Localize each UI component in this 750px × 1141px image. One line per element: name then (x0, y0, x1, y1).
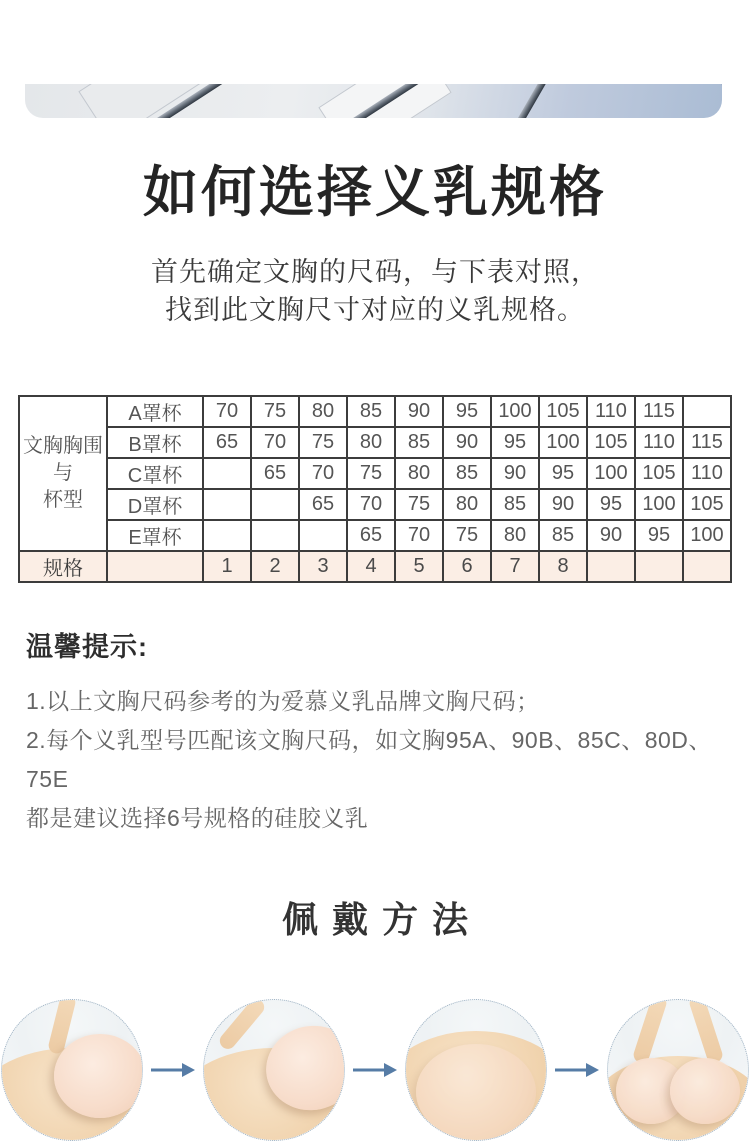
arrow-right-icon (353, 1062, 397, 1078)
cup-row-label: D罩杯 (107, 489, 203, 520)
size-cell: 90 (395, 396, 443, 427)
size-cell (683, 396, 731, 427)
wearing-steps-row (0, 999, 750, 1141)
page-subtitle (0, 253, 750, 329)
size-cell: 90 (443, 427, 491, 458)
size-cell: 80 (299, 396, 347, 427)
size-cell: 70 (203, 396, 251, 427)
spec-row-label: 规格 (19, 551, 107, 582)
bra-strap-shape (688, 999, 725, 1065)
table-row-cup-a (19, 396, 731, 427)
size-cell: 100 (587, 458, 635, 489)
spec-cell: 1 (203, 551, 251, 582)
arrow-right-icon (151, 1062, 195, 1078)
size-cell: 85 (491, 489, 539, 520)
size-cell (203, 458, 251, 489)
tip-item-2-line-1: 2.每个义乳型号匹配该文胸尺码，如文胸95A、90B、85C、80D、75E (26, 727, 712, 792)
cup-row-label: A罩杯 (107, 396, 203, 427)
size-cell: 85 (347, 396, 395, 427)
size-cell: 90 (491, 458, 539, 489)
prosthesis-pad-shape (416, 1044, 536, 1140)
size-cell: 105 (587, 427, 635, 458)
tip-item-2-line-2: 都是建议选择6号规格的硅胶义乳 (26, 805, 369, 831)
machinery-photo-cropped (25, 84, 722, 118)
size-cell: 80 (347, 427, 395, 458)
size-cell: 100 (491, 396, 539, 427)
page-title: 如何选择义乳规格 (142, 161, 607, 223)
tips-body (26, 682, 724, 838)
wear-step-4-photo (607, 999, 749, 1141)
size-cell: 110 (635, 427, 683, 458)
size-cell: 70 (347, 489, 395, 520)
corner-line-2: 与 (53, 462, 73, 484)
size-cell: 90 (587, 520, 635, 551)
wear-step-1-photo (1, 999, 143, 1141)
size-chart-table (18, 395, 732, 583)
table-row-cup-d (19, 489, 731, 520)
size-cell: 100 (635, 489, 683, 520)
size-cell: 95 (443, 396, 491, 427)
wearing-method-heading: 佩戴方法 (281, 899, 482, 940)
size-cell: 95 (539, 458, 587, 489)
size-cell: 70 (395, 520, 443, 551)
spec-cell (683, 551, 731, 582)
spec-cell: 8 (539, 551, 587, 582)
table-row-cup-b (19, 427, 731, 458)
corner-line-3: 杯型 (43, 489, 83, 511)
spec-spacer-cell (107, 551, 203, 582)
spec-cell: 3 (299, 551, 347, 582)
subtitle-line-2: 找到此文胸尺寸对应的义乳规格。 (165, 295, 585, 325)
spec-cell: 5 (395, 551, 443, 582)
size-cell: 95 (587, 489, 635, 520)
size-cell: 75 (395, 489, 443, 520)
arrow-right-icon (555, 1062, 599, 1078)
size-cell: 80 (395, 458, 443, 489)
size-cell: 110 (587, 396, 635, 427)
spec-cell: 6 (443, 551, 491, 582)
size-cell (203, 520, 251, 551)
size-cell: 100 (539, 427, 587, 458)
table-row-spec (19, 551, 731, 582)
prosthesis-pad-shape (54, 1034, 143, 1118)
size-cell: 115 (635, 396, 683, 427)
bra-strap-shape (632, 999, 669, 1065)
size-cell: 105 (683, 489, 731, 520)
size-cell: 95 (635, 520, 683, 551)
size-cell (203, 489, 251, 520)
wear-step-3-photo (405, 999, 547, 1141)
bra-cup-shape (670, 1058, 740, 1124)
size-cell: 65 (203, 427, 251, 458)
machinery-beam-shape (492, 84, 578, 118)
size-cell (299, 520, 347, 551)
size-cell: 70 (299, 458, 347, 489)
spec-cell (587, 551, 635, 582)
size-cell: 90 (539, 489, 587, 520)
size-cell: 85 (395, 427, 443, 458)
size-cell: 75 (251, 396, 299, 427)
size-cell: 85 (443, 458, 491, 489)
wear-step-2-photo (203, 999, 345, 1141)
corner-line-1: 文胸胸围 (23, 435, 103, 457)
bra-strap-shape (217, 999, 268, 1052)
spec-cell: 7 (491, 551, 539, 582)
size-cell: 105 (539, 396, 587, 427)
subtitle-line-1: 首先确定文胸的尺码，与下表对照， (151, 257, 599, 287)
spec-cell (635, 551, 683, 582)
size-cell: 85 (539, 520, 587, 551)
size-cell (251, 520, 299, 551)
size-cell: 75 (443, 520, 491, 551)
tips-section (26, 625, 724, 838)
size-cell: 65 (299, 489, 347, 520)
spec-cell: 2 (251, 551, 299, 582)
table-row-cup-c (19, 458, 731, 489)
size-cell: 65 (347, 520, 395, 551)
cup-row-label: B罩杯 (107, 427, 203, 458)
size-cell (251, 489, 299, 520)
size-cell: 65 (251, 458, 299, 489)
size-cell: 70 (251, 427, 299, 458)
cup-row-label: C罩杯 (107, 458, 203, 489)
tip-item-1: 1.以上文胸尺码参考的为爱慕义乳品牌文胸尺码； (26, 688, 540, 714)
cup-row-label: E罩杯 (107, 520, 203, 551)
table-corner-header (19, 396, 107, 551)
size-cell: 100 (683, 520, 731, 551)
spec-cell: 4 (347, 551, 395, 582)
tips-heading: 温馨提示: (26, 632, 148, 662)
size-cell: 105 (635, 458, 683, 489)
size-cell: 80 (491, 520, 539, 551)
size-cell: 75 (347, 458, 395, 489)
size-cell: 95 (491, 427, 539, 458)
size-cell: 110 (683, 458, 731, 489)
size-cell: 75 (299, 427, 347, 458)
table-row-cup-e (19, 520, 731, 551)
size-cell: 80 (443, 489, 491, 520)
size-cell: 115 (683, 427, 731, 458)
